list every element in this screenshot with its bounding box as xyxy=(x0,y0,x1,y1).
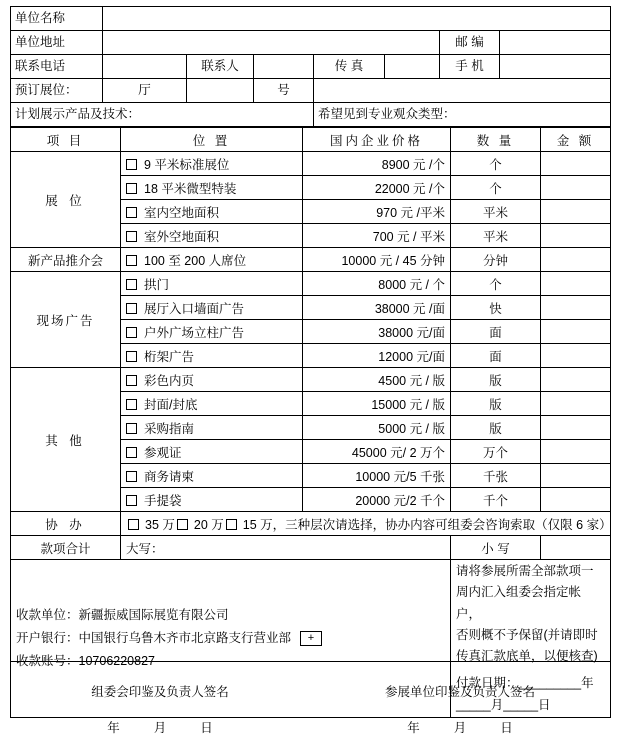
amount-input[interactable] xyxy=(541,176,611,200)
amount-input[interactable] xyxy=(541,392,611,416)
mobile-label: 手 机 xyxy=(440,55,500,79)
item-row[interactable] xyxy=(121,224,303,248)
item-price: 20000 元/2 千个 xyxy=(303,488,451,512)
signature-divider xyxy=(10,661,610,662)
unit-address-input[interactable] xyxy=(103,31,440,55)
item-price: 15000 元 / 版 xyxy=(303,392,451,416)
item-label: 拱门 xyxy=(144,277,170,292)
item-label: 采购指南 xyxy=(144,421,195,436)
checkbox-icon[interactable] xyxy=(126,159,137,170)
header-domestic-price: 国内企业价格 xyxy=(303,128,451,152)
checkbox-icon[interactable] xyxy=(126,471,137,482)
item-price: 8900 元 /个 xyxy=(303,152,451,176)
checkbox-icon[interactable] xyxy=(126,303,137,314)
unit-name-label: 单位名称 xyxy=(11,7,103,31)
item-price: 45000 元/ 2 万个 xyxy=(303,440,451,464)
signature-row xyxy=(10,682,610,736)
item-unit: 面 xyxy=(451,344,541,368)
checkbox-icon[interactable] xyxy=(126,255,137,266)
item-row[interactable] xyxy=(121,296,303,320)
item-row[interactable] xyxy=(121,368,303,392)
item-row[interactable] xyxy=(121,416,303,440)
bank-line xyxy=(16,627,445,650)
hall-label: 厅 xyxy=(103,79,187,103)
item-unit: 平米 xyxy=(451,224,541,248)
hall-input[interactable] xyxy=(187,79,254,103)
amount-input[interactable] xyxy=(541,200,611,224)
item-label: 18 平米微型特装 xyxy=(144,181,237,196)
checkbox-icon[interactable] xyxy=(126,207,137,218)
item-label: 室内空地面积 xyxy=(144,205,220,220)
item-unit: 版 xyxy=(451,416,541,440)
organizer-date[interactable] xyxy=(10,718,310,736)
item-unit: 面 xyxy=(451,320,541,344)
item-row[interactable] xyxy=(121,200,303,224)
form-page xyxy=(0,6,627,746)
table-row xyxy=(11,536,611,560)
checkbox-icon[interactable] xyxy=(126,351,137,362)
total-amount-input[interactable] xyxy=(541,536,611,560)
year-label: 年 xyxy=(107,721,120,735)
item-unit: 版 xyxy=(451,392,541,416)
checkbox-icon[interactable] xyxy=(126,495,137,506)
item-row[interactable] xyxy=(121,152,303,176)
payee-value: 新疆振威国际展览有限公司 xyxy=(78,607,229,622)
checkbox-icon[interactable] xyxy=(126,231,137,242)
checkbox-icon[interactable] xyxy=(177,519,188,530)
item-unit: 个 xyxy=(451,176,541,200)
item-label: 户外广场立柱广告 xyxy=(144,325,245,340)
group-label-booth: 展 位 xyxy=(11,152,121,248)
item-label: 100 至 200 人席位 xyxy=(144,253,247,268)
total-label: 款项合计 xyxy=(11,536,121,560)
item-price: 8000 元 / 个 xyxy=(303,272,451,296)
unit-address-label: 单位地址 xyxy=(11,31,103,55)
coop-note: ，三种层次请选择，协办内容可组委会咨询索取（仅限 6 家） xyxy=(272,517,612,532)
item-row[interactable] xyxy=(121,320,303,344)
coop-options[interactable] xyxy=(121,512,611,536)
item-price: 22000 元 /个 xyxy=(303,176,451,200)
item-price: 5000 元 / 版 xyxy=(303,416,451,440)
group-label-new-product: 新产品推介会 xyxy=(11,248,121,272)
item-unit: 平米 xyxy=(451,200,541,224)
coop-option-label: 15 万 xyxy=(242,517,273,532)
table-row xyxy=(11,55,611,79)
table-row xyxy=(11,272,611,296)
plan-products-label[interactable]: 计划展示产品及技术： xyxy=(11,103,314,127)
note-line-2: 否则概不予保留(并请即时传真汇款底单，以便核查) xyxy=(456,627,598,663)
item-price: 970 元 /平米 xyxy=(303,200,451,224)
postcode-label: 邮 编 xyxy=(440,31,500,55)
item-label: 彩色内页 xyxy=(144,373,195,388)
item-label: 商务请柬 xyxy=(144,469,195,484)
amount-input[interactable] xyxy=(541,464,611,488)
total-amount-small-label: 小 写 xyxy=(451,536,541,560)
item-row[interactable] xyxy=(121,248,303,272)
exhibitor-signature-label: 参展单位印鉴及负责人签名 xyxy=(384,685,535,699)
item-label: 9 平米标准展位 xyxy=(144,157,230,172)
checkbox-icon[interactable] xyxy=(126,375,137,386)
checkbox-icon[interactable] xyxy=(126,399,137,410)
item-row[interactable] xyxy=(121,272,303,296)
item-price: 38000 元/面 xyxy=(303,320,451,344)
note-line-1: 请将参展所需全部款项一周内汇入组委会指定帐户， xyxy=(456,564,594,621)
coop-option-label: 35 万 xyxy=(145,517,175,532)
postcode-input[interactable] xyxy=(500,31,611,55)
month-label: 月 xyxy=(153,721,167,735)
table-row xyxy=(11,152,611,176)
coop-option-label: 20 万 xyxy=(193,517,224,532)
amount-input[interactable] xyxy=(541,296,611,320)
item-row[interactable] xyxy=(121,176,303,200)
item-price: 12000 元/面 xyxy=(303,344,451,368)
note-line-3[interactable]: 付款日期：_________年_____月_____日 xyxy=(456,676,594,712)
item-price: 4500 元 / 版 xyxy=(303,368,451,392)
account-value: 10706220827 xyxy=(78,653,155,668)
total-amount-words[interactable]: 大写： xyxy=(121,536,451,560)
header-amount: 金 额 xyxy=(541,128,611,152)
add-row-button[interactable]: + xyxy=(300,631,322,646)
amount-input[interactable] xyxy=(541,224,611,248)
checkbox-icon[interactable] xyxy=(126,447,137,458)
unit-name-input[interactable] xyxy=(103,7,611,31)
group-label-onsite-ads: 现场广告 xyxy=(11,272,121,368)
price-table xyxy=(10,127,611,718)
exhibitor-date[interactable] xyxy=(310,718,610,736)
item-price: 38000 元 /面 xyxy=(303,296,451,320)
number-input[interactable] xyxy=(314,79,611,103)
amount-input[interactable] xyxy=(541,416,611,440)
booth-label: 预订展位： xyxy=(11,79,103,103)
day-label: 日 xyxy=(200,721,213,735)
fax-label: 传 真 xyxy=(314,55,385,79)
table-row xyxy=(11,103,611,127)
item-unit: 快 xyxy=(451,296,541,320)
item-row[interactable] xyxy=(121,464,303,488)
amount-input[interactable] xyxy=(541,248,611,272)
checkbox-icon[interactable] xyxy=(126,183,137,194)
payee-label: 收款单位： xyxy=(16,607,79,622)
group-label-other: 其 他 xyxy=(11,368,121,512)
amount-input[interactable] xyxy=(541,368,611,392)
checkbox-icon[interactable] xyxy=(126,279,137,290)
price-table-header-row xyxy=(11,128,611,152)
item-label: 桁架广告 xyxy=(144,349,195,364)
audience-type-label[interactable]: 希望见到专业观众类型： xyxy=(314,103,611,127)
contact-person-label: 联系人 xyxy=(187,55,254,79)
signature-area xyxy=(10,661,610,736)
table-row xyxy=(11,512,611,536)
amount-input[interactable] xyxy=(541,344,611,368)
item-row[interactable] xyxy=(121,392,303,416)
checkbox-icon[interactable] xyxy=(128,519,139,530)
signature-right xyxy=(310,682,610,736)
table-row xyxy=(11,7,611,31)
item-label: 展厅入口墙面广告 xyxy=(144,301,245,316)
item-unit: 分钟 xyxy=(451,248,541,272)
bank-label: 开户银行： xyxy=(16,630,79,645)
table-row xyxy=(11,368,611,392)
item-row[interactable] xyxy=(121,344,303,368)
bank-value: 中国银行乌鲁木齐市北京路支行营业部 xyxy=(78,630,292,645)
amount-input[interactable] xyxy=(541,488,611,512)
year-label: 年 xyxy=(407,721,420,735)
item-unit: 个 xyxy=(451,272,541,296)
checkbox-icon[interactable] xyxy=(226,519,237,530)
table-row xyxy=(11,31,611,55)
company-info-table xyxy=(10,6,611,127)
item-price: 10000 元 / 45 分钟 xyxy=(303,248,451,272)
amount-input[interactable] xyxy=(541,272,611,296)
fax-input[interactable] xyxy=(385,55,440,79)
amount-input[interactable] xyxy=(541,320,611,344)
table-row xyxy=(11,79,611,103)
contact-phone-input[interactable] xyxy=(103,55,187,79)
contact-person-input[interactable] xyxy=(254,55,314,79)
checkbox-icon[interactable] xyxy=(126,423,137,434)
item-row[interactable] xyxy=(121,488,303,512)
coop-label: 协 办 xyxy=(11,512,121,536)
mobile-input[interactable] xyxy=(500,55,611,79)
item-price: 10000 元/5 千张 xyxy=(303,464,451,488)
header-quantity: 数 量 xyxy=(451,128,541,152)
item-label: 封面/封底 xyxy=(144,397,198,412)
item-label: 室外空地面积 xyxy=(144,229,220,244)
account-label: 收款账号： xyxy=(16,653,79,668)
item-unit: 千个 xyxy=(451,488,541,512)
item-unit: 万个 xyxy=(451,440,541,464)
payee-line xyxy=(16,604,445,627)
item-row[interactable] xyxy=(121,440,303,464)
item-price: 700 元 / 平米 xyxy=(303,224,451,248)
day-label: 日 xyxy=(500,721,513,735)
month-label: 月 xyxy=(453,721,467,735)
table-row xyxy=(11,248,611,272)
item-unit: 版 xyxy=(451,368,541,392)
item-label: 参观证 xyxy=(144,445,182,460)
header-location: 位 置 xyxy=(121,128,303,152)
amount-input[interactable] xyxy=(541,152,611,176)
number-label: 号 xyxy=(254,79,314,103)
header-item: 项 目 xyxy=(11,128,121,152)
item-unit: 个 xyxy=(451,152,541,176)
organizer-signature-label: 组委会印鉴及负责人签名 xyxy=(91,685,229,699)
checkbox-icon[interactable] xyxy=(126,327,137,338)
item-unit: 千张 xyxy=(451,464,541,488)
contact-phone-label: 联系电话 xyxy=(11,55,103,79)
amount-input[interactable] xyxy=(541,440,611,464)
item-label: 手提袋 xyxy=(144,493,182,508)
signature-left xyxy=(10,682,310,736)
